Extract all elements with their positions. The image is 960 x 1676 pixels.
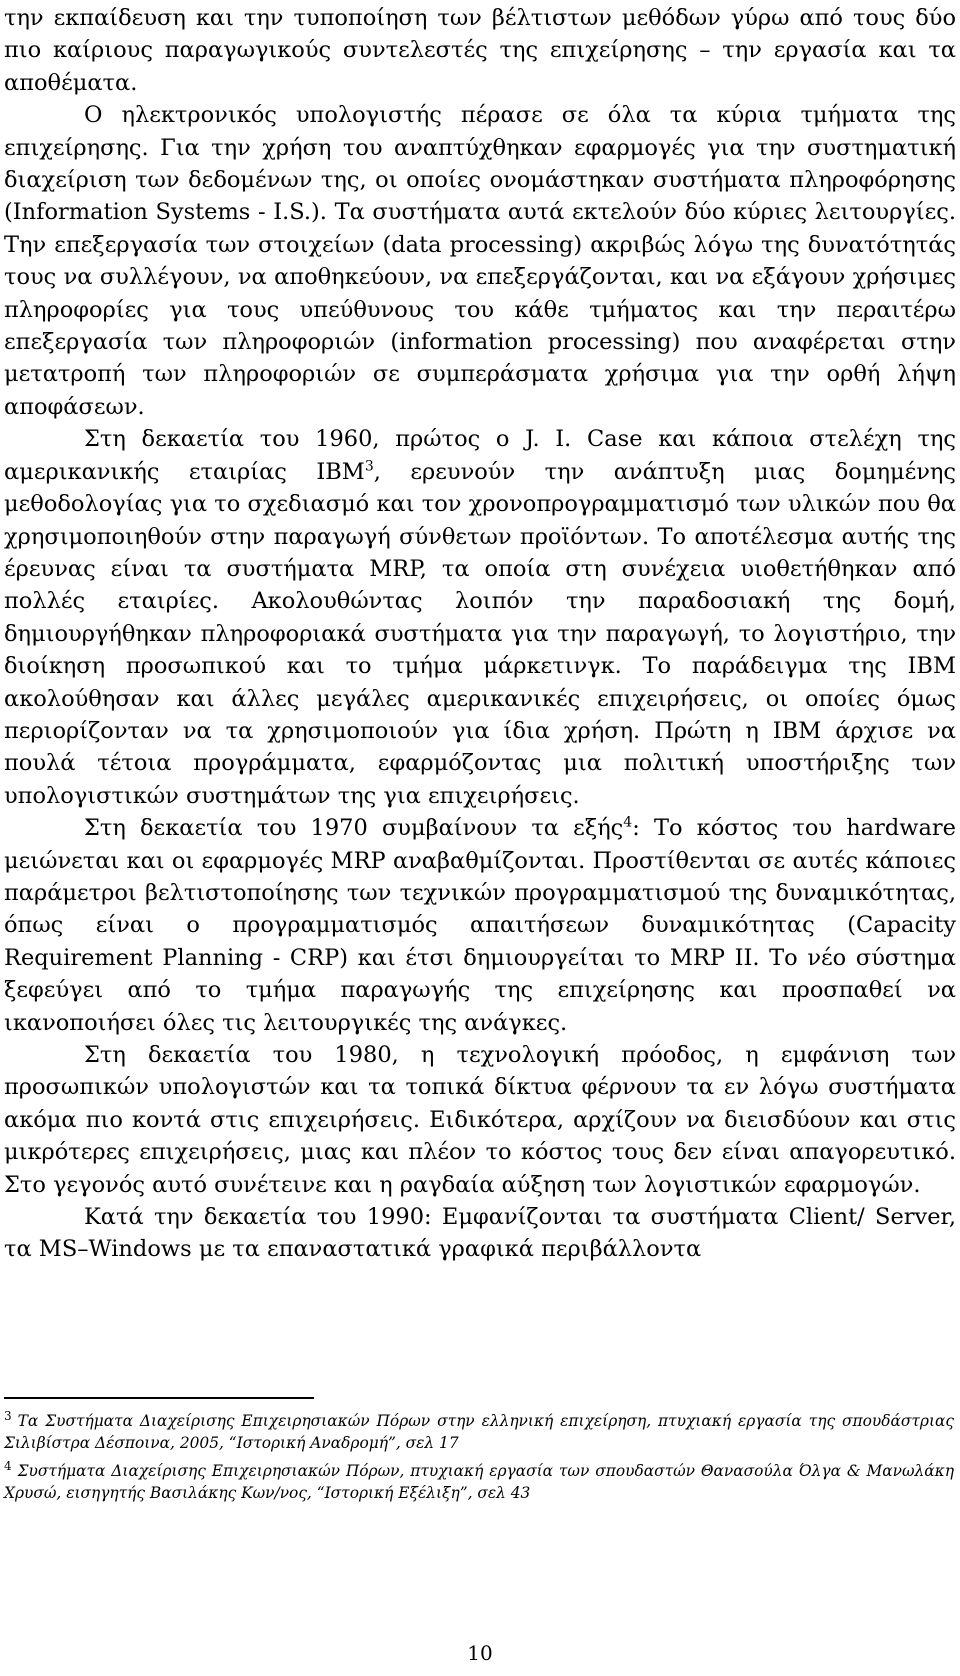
footnote-mark: 4 — [4, 1458, 12, 1473]
paragraph-3-text-after: , ερευνούν την ανάπτυξη μιας δομημένης μεθοδολογίας για το σχεδιασμό και τον χρονοπρογραμματισμό των υλικών που θα χρησιμοποιηθούν στην παραγωγή σύνθετων προϊόντων. Το αποτέλεσμα αυτής της έρευνας είναι τα συστήματα MRP, τα οποία στη συνέχεια υιοθετήθηκαν από πολλές εταιρίες. Ακολουθώντας λοιπόν την παραδοσιακή της δομή, δημιουργήθηκαν πληροφοριακά συστήματα για την παραγωγή, το λογιστήριο, την διοίκηση προσωπικού και το τμήμα μάρκετινγκ. Το παράδειγμα της IBM ακολούθησαν και άλλες μεγάλες αμερικανικές επιχειρήσεις, οι οποίες όμως περιορίζονταν να τα χρησιμοποιούν για ίδια χρήση. Πρώτη η IBM άρχισε να πουλά τέτοια προγράμματα, εφαρμόζοντας μια πολιτική υποστήριξης των υπολογιστικών συστημάτων της για επιχειρήσεις. — [4, 458, 956, 809]
paragraph-3-text-before: Στη δεκαετία του 1960, πρώτος ο J. I. Case και κάποια στελέχη της αμερικανικής εταιρίας ΙΒΜ — [4, 426, 956, 485]
footnote-text: Συστήματα Διαχείρισης Επιχειρησιακών Πόρων, πτυχιακή εργασία των σπουδαστών Θανασούλα Όλγα & Μανωλάκη Χρυσώ, εισηγητής Βασιλάκης Κων/νος, “Ιστορική Εξέλιξη”, σελ 43 — [4, 1462, 954, 1502]
paragraph-5: Στη δεκαετία του 1980, η τεχνολογική πρόοδος, η εμφάνιση των προσωπικών υπολογιστών και τα τοπικά δίκτυα φέρνουν τα εν λόγω συστήματα ακόμα πιο κοντά στις επιχειρήσεις. Ειδικότερα, αρχίζουν να διεισδύουν και στις μικρότερες επιχειρήσεις, μιας και πλέον το κόστος τους δεν είναι απαγορευτικό. Στο γεγονός αυτό συνέτεινε και η ραγδαία αύξηση των λογιστικών εφαρμογών. — [4, 1042, 956, 1198]
footnote-text: Τα Συστήματα Διαχείρισης Επιχειρησιακών Πόρων στην ελληνική επιχείρηση, πτυχιακή εργασία της σπουδάστριας Σιλιβίστρα Δέσποινα, 2005, “Ιστορική Αναδρομή”, σελ 17 — [4, 1412, 954, 1452]
paragraph-3 — [4, 423, 956, 812]
footnote-ref-3[interactable]: 3 — [364, 458, 374, 475]
body-text — [4, 0, 956, 1266]
footnote-mark: 3 — [4, 1408, 12, 1423]
paragraph-2: Ο ηλεκτρονικός υπολογιστής πέρασε σε όλα τα κύρια τμήματα της επιχείρησης. Για την χρήση του αναπτύχθηκαν εφαρμογές για την συστηματική διαχείριση των δεδομένων της, οι οποίες ονομάστηκαν συστήματα πληροφόρησης (Information Systems - I.S.). Τα συστήματα αυτά εκτελούν δύο κύριες λειτουργίες. Την επεξεργασία των στοιχείων (data processing) ακριβώς λόγω της δυνατότητάς τους να συλλέγουν, να αποθηκεύουν, να επεξεργάζονται, και να εξάγουν χρήσιμες πληροφορίες για τους υπεύθυνους του κάθε τμήματος και την περαιτέρω επεξεργασία των πληροφοριών (information processing) που αναφέρεται στην μετατροπή των πληροφοριών σε συμπεράσματα χρήσιμα για την ορθή λήψη αποφάσεων. — [4, 102, 956, 420]
footnote-4 — [4, 1460, 954, 1504]
paragraph-4 — [4, 812, 956, 1039]
paragraph-6: Κατά την δεκαετία του 1990: Εμφανίζονται τα συστήματα Client/ Server, τα MS–Windows με τα επαναστατικά γραφικά περιβάλλοντα — [4, 1204, 956, 1263]
paragraph-4-text-after: : Το κόστος του hardware μειώνεται και οι εφαρμογές MRP αναβαθμίζονται. Προστίθενται σε αυτές κάποιες παράμετροι βελτιστοποίησης των τεχνικών προγραμματισμού της δυναμικότητας, όπως είναι ο προγραμματισμός απαιτήσεων δυναμικότητας (Capacity Requirement Planning - CRP) και έτσι δημιουργείται το MRP II. Το νέο σύστημα ξεφεύγει από το τμήμα παραγωγής της επιχείρησης και προσπαθεί να ικανοποιήσει όλες τις λειτουργικές της ανάγκες. — [4, 815, 956, 1036]
footnote-ref-4[interactable]: 4 — [623, 814, 633, 831]
footnote-separator — [4, 1397, 314, 1399]
paragraph-4-text-before: Στη δεκαετία του 1970 συμβαίνουν τα εξής — [84, 815, 624, 842]
footnotes — [4, 1410, 954, 1510]
page-number: 10 — [467, 1641, 493, 1665]
paragraph-1: την εκπαίδευση και την τυποποίηση των βέλτιστων μεθόδων γύρω από τους δύο πιο καίριους παραγωγικούς συντελεστές της επιχείρησης – την εργασία και τα αποθέματα. — [4, 5, 956, 96]
footnote-3 — [4, 1410, 954, 1454]
document-page — [4, 0, 956, 1266]
